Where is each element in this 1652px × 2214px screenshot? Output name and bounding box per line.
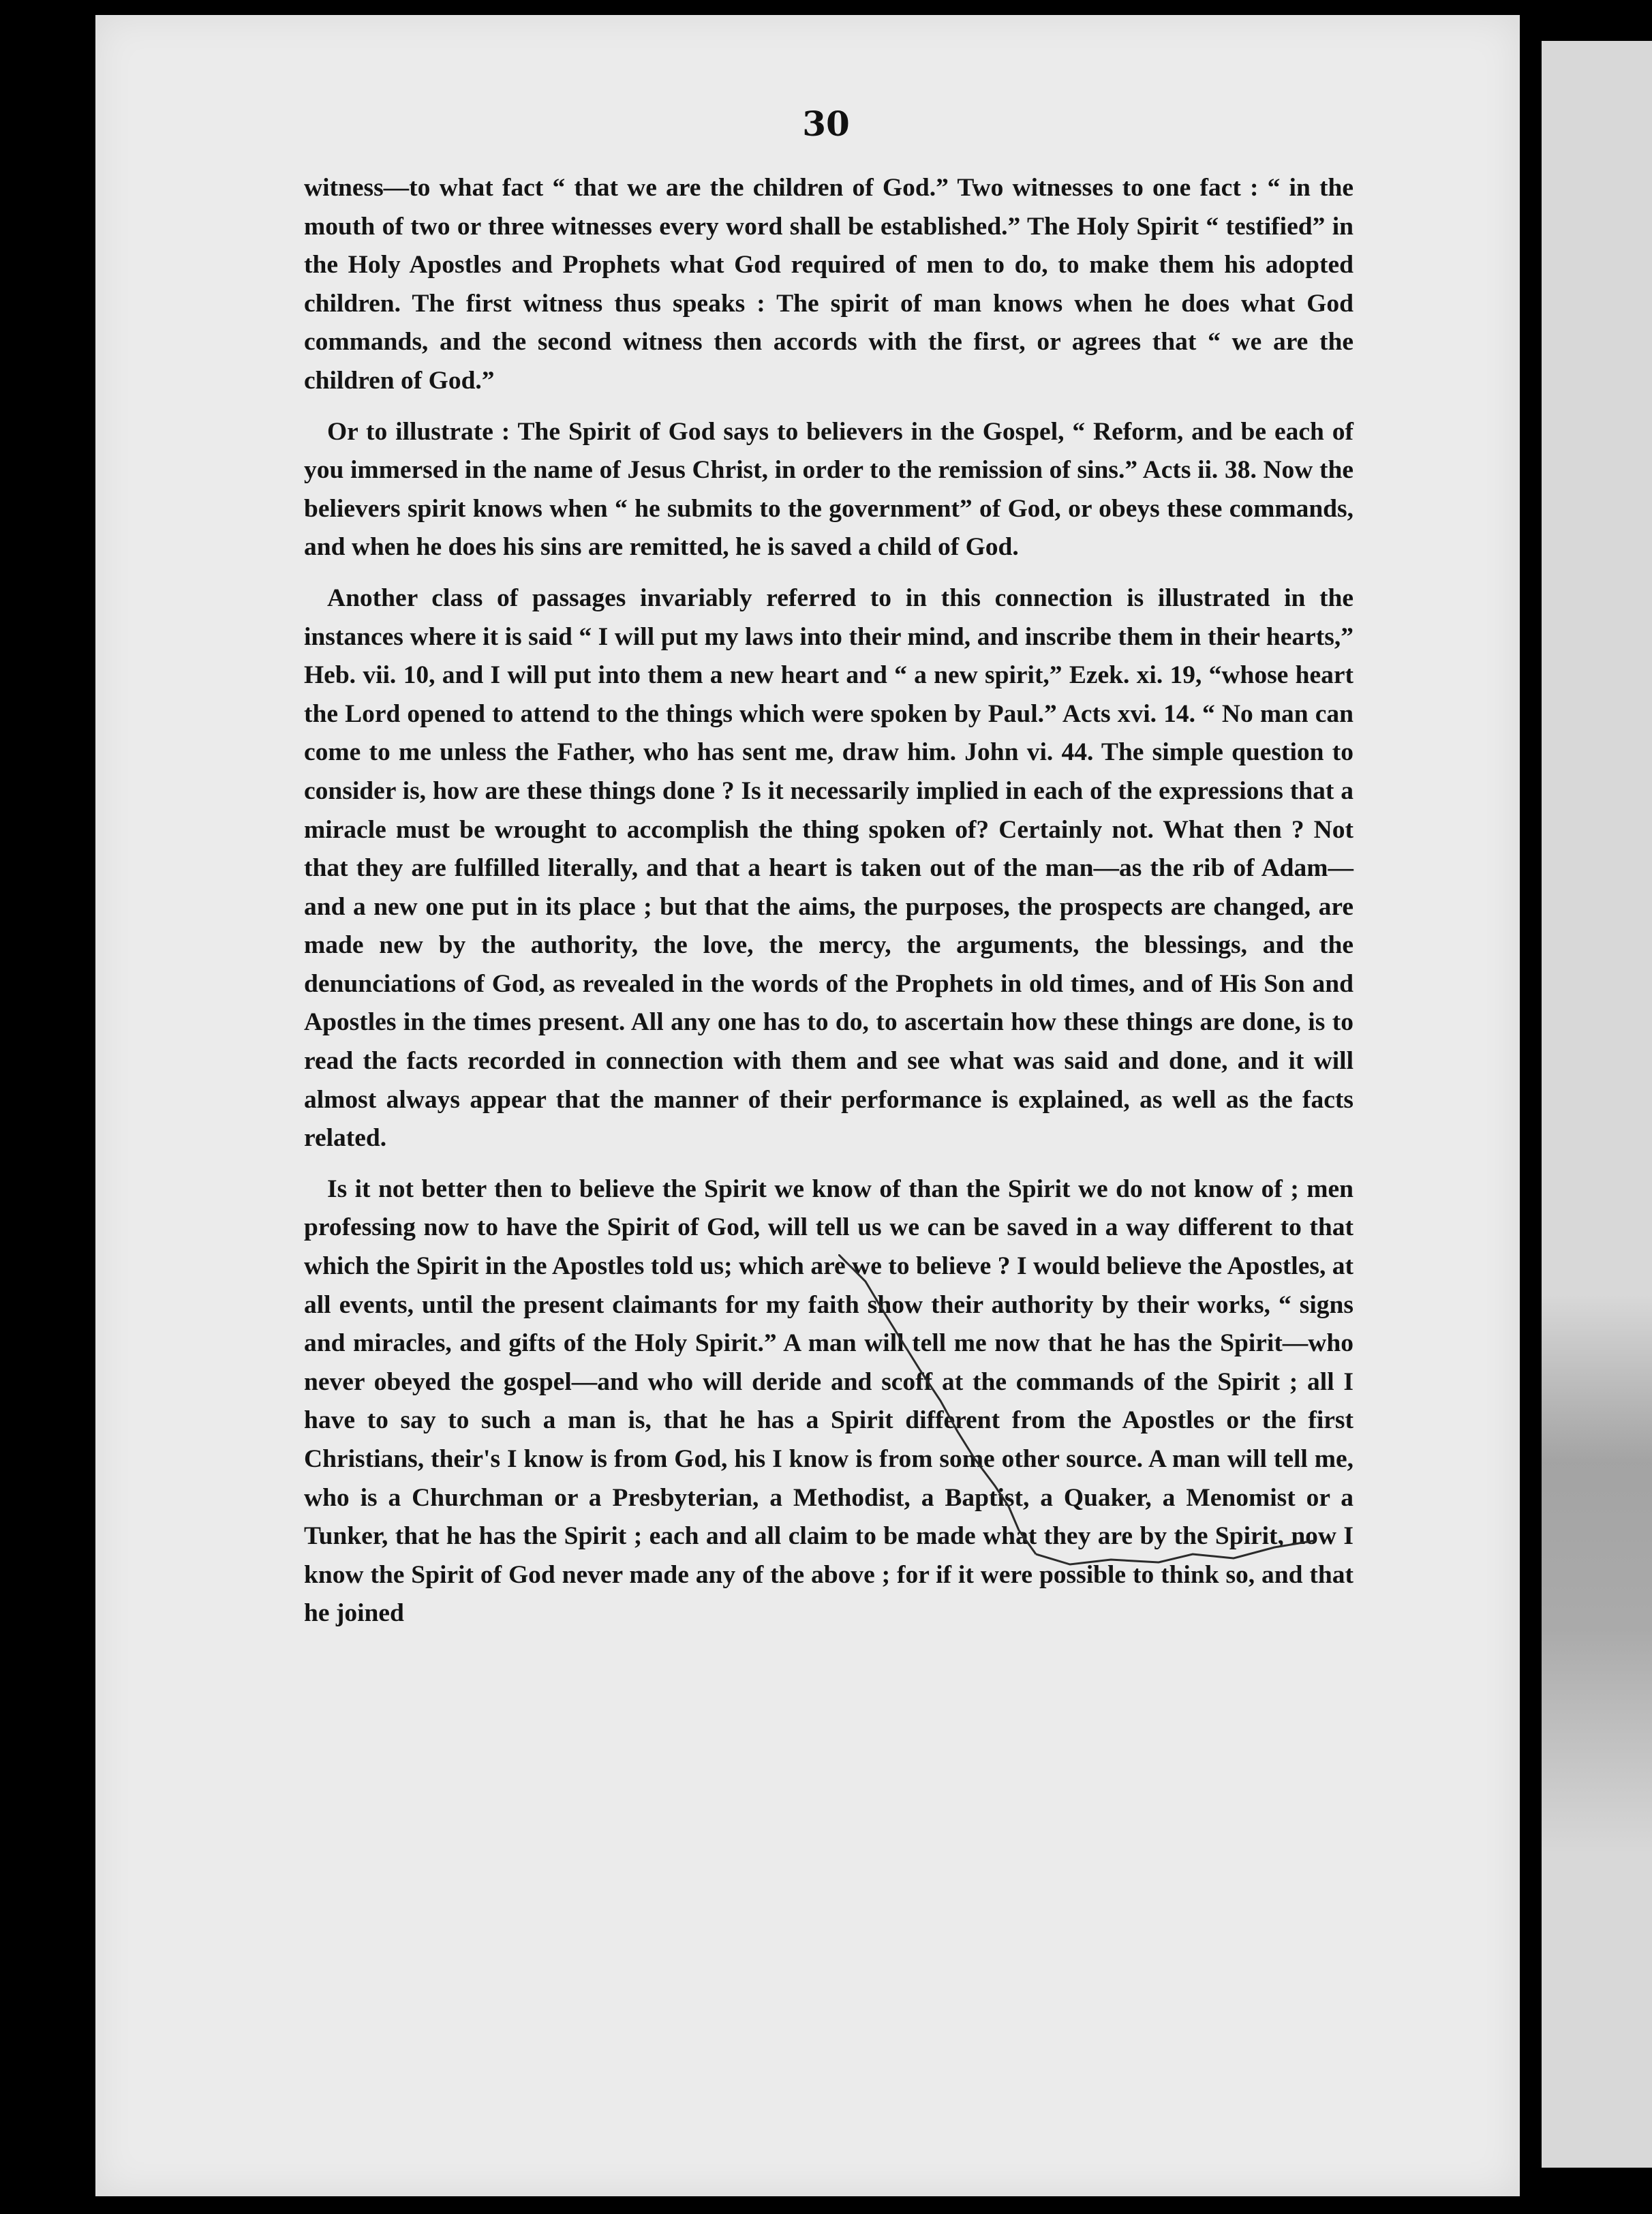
- paragraph-1: witness—to what fact “ that we are the children of God.” Two witnesses to one fact : “ in the mouth of two or three witnesses every word shall be established.” The Holy Spirit “ testified” in the Holy Apostles and Prophets what God required of men to do, to make them his adopted children. The first witness thus speaks : The spirit of man knows when he does what God commands, and the second witness then accords with the first, or agrees that “ we are the children of God.”: [304, 174, 1353, 395]
- paragraph-2: Or to illustrate : The Spirit of God says to believers in the Gospel, “ Reform, and be each of you immersed in the name of Jesus Christ, in order to the remission of sins.” Acts ii. 38. Now the believers spirit knows when “ he submits to the government” of God, or obeys these commands, and when he does his sins are remitted, he is saved a child of God.: [304, 417, 1353, 562]
- paper-tear-line: [838, 1254, 1329, 1609]
- paragraph-3: Another class of passages invariably referred to in this connection is illustrated in the instances where it is said “ I will put my laws into their mind, and inscribe them in their hearts,” Heb. vii. 10, and I will put into them a new heart and “ a new spirit,” Ezek. xi. 19, “whose heart the Lord opened to attend to the things which were spoken by Paul.” Acts xvi. 14. “ No man can come to me unless the Father, who has sent me, draw him. John vi. 44. The simple question to consider is, how are these things done ? Is it necessarily implied in each of the expressions that a miracle must be wrought to accomplish the thing spoken of? Certainly not. What then ? Not that they are fulfilled literally, and that a heart is taken out of the man—as the rib of Adam—and a new one put in its place ; but that the aims, the purposes, the prospects are changed, are made new by the authority, the love, the mercy, the arguments, the blessings, and the denunciations of God, as revealed in the words of the Prophets in old times, and of His Son and Apostles in the times present. All any one has to do, to ascertain how these things are done, is to read the facts recorded in connection with them and see what was said and done, and it will almost always appear that the manner of their performance is explained, as well as the facts related.: [304, 583, 1353, 1153]
- page-number: 30: [802, 104, 850, 144]
- adjacent-page-stain: [1542, 1295, 1652, 1854]
- page-gutter: [1520, 0, 1542, 2214]
- paragraph-4: Is it not better then to believe the Spirit we know of than the Spirit we do not know of ; men professing now to have the Spirit of God, will tell us we can be saved in a way different to that which the Spirit in the Apostles told us; which are we to believe ? I would believe the Apostles, at all events, until the present claimants for my faith show their authority by their works, “ signs and miracles, and gifts of the Holy Spirit.” A man will tell me now that he has the Spirit—who never obeyed the gospel—and who will deride and scoff at the commands of the Spirit ; all I have to say to such a man is, that he has a Spirit different from the Apostles or the first Christians, their's I know is from God, his I know is from some other source. A man will tell me, who is a Churchman or a Presbyterian, a Methodist, a Baptist, a Quaker, a Menomist or a Tunker, that he has the Spirit ; each and all claim to be made what they are by the Spirit, now I know the Spirit of God never made any of the above ; for if it were possible to think so, and that he joined: [304, 1174, 1353, 1628]
